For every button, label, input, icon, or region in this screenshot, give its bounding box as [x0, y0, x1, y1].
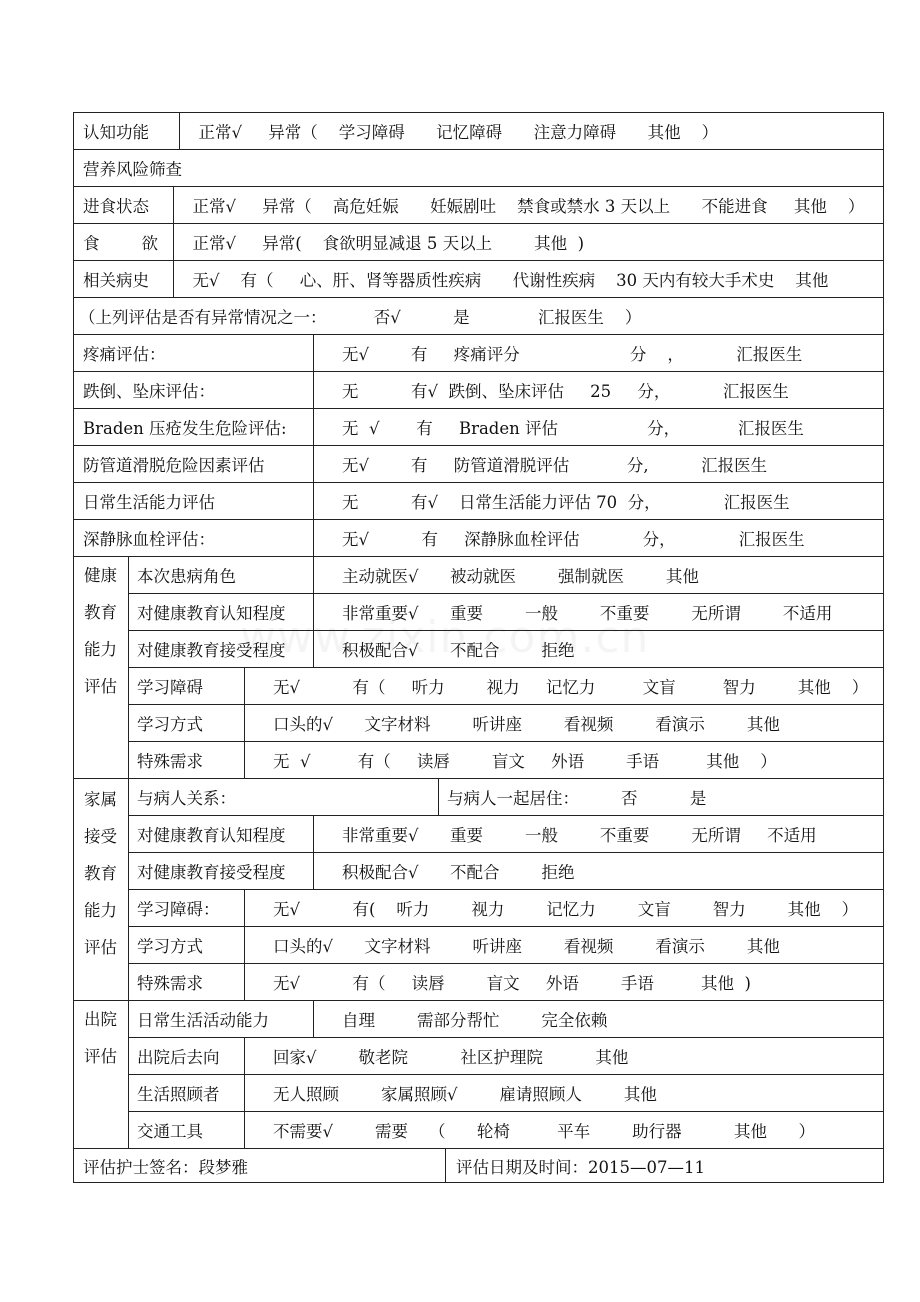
eating-options: 正常√ 异常（ 高危妊娠 妊娠剧吐 禁食或禁水 3 天以上 不能进食 其他 ）: [173, 187, 884, 223]
nurse-signature: 评估护士签名：段梦雅: [83, 1158, 248, 1177]
discharge-adl-value: 自理 需部分帮忙 完全依赖: [313, 1001, 884, 1037]
assessment-value: 无 √ 有 Braden 评估 分， 汇报医生: [313, 409, 884, 445]
discharge-destination-row: [128, 1037, 884, 1074]
family-relation-row: [128, 778, 884, 815]
health-barriers-value: 无√ 有（ 听力 视力 记忆力 文盲 智力 其他 ）: [244, 668, 884, 704]
health-edu-section-title: 健康 教育 能力 评估: [73, 556, 128, 778]
health-special-value: 无 √ 有（ 读唇 盲文 外语 手语 其他 ）: [244, 742, 884, 778]
health-role-label: 本次患病角色: [128, 557, 313, 593]
health-acceptance-value: 积极配合√ 不配合 拒绝: [313, 631, 884, 667]
discharge-transport-label: 交通工具: [128, 1112, 244, 1148]
family-methods-value: 口头的√ 文字材料 听讲座 看视频 看演示 其他: [244, 927, 884, 963]
assessment-label: 日常生活能力评估: [83, 493, 215, 512]
appetite-options: 正常√ 异常( 食欲明显减退 5 天以上 其他 ): [173, 224, 884, 260]
assessment-row: [73, 334, 884, 371]
family-acceptance-label: 对健康教育接受程度: [128, 853, 313, 889]
discharge-section-title: 出院 评估: [73, 1000, 128, 1148]
assessment-row: [73, 408, 884, 445]
assessment-datetime: 评估日期及时间：2015—07—11: [445, 1149, 884, 1183]
discharge-transport-value: 不需要√ 需要 （ 轮椅 平车 助行器 其他 ）: [244, 1112, 884, 1148]
health-acceptance-label: 对健康教育接受程度: [128, 631, 313, 667]
assessment-label: Braden 压疮发生危险评估:: [83, 419, 287, 438]
assessment-label: 跌倒、坠床评估：: [83, 382, 215, 401]
health-acceptance-row: [128, 630, 884, 667]
appetite-label: 食 欲: [83, 234, 158, 253]
family-cognition-label: 对健康教育认知程度: [128, 816, 313, 852]
appetite-row: [73, 223, 884, 260]
health-cognition-value: 非常重要√ 重要 一般 不重要 无所谓 不适用: [313, 594, 884, 630]
family-cohabit: 与病人一起居住： 否 是: [438, 779, 884, 815]
discharge-caregiver-row: [128, 1074, 884, 1111]
family-special-label: 特殊需求: [128, 964, 244, 1000]
assessment-row: [73, 519, 884, 556]
discharge-adl-label: 日常生活活动能力: [128, 1001, 313, 1037]
health-barriers-label: 学习障碍: [128, 668, 244, 704]
assessment-row: [73, 445, 884, 482]
family-cognition-value: 非常重要√ 重要 一般 不重要 无所谓 不适用: [313, 816, 884, 852]
health-special-row: [128, 741, 884, 778]
health-special-label: 特殊需求: [128, 742, 244, 778]
health-role-value: 主动就医√ 被动就医 强制就医 其他: [313, 557, 884, 593]
assessment-value: 无√ 有 防管道滑脱评估 分, 汇报医生: [313, 446, 884, 482]
assessment-label: 深静脉血栓评估：: [83, 530, 215, 549]
assessment-value: 无 有√ 日常生活能力评估 70 分， 汇报医生: [313, 483, 884, 519]
assessment-form: [73, 112, 884, 1183]
health-cognition-label: 对健康教育认知程度: [128, 594, 313, 630]
health-methods-value: 口头的√ 文字材料 听讲座 看视频 看演示 其他: [244, 705, 884, 741]
summary-text: （上列评估是否有异常情况之一： 否√ 是 汇报医生 ）: [79, 308, 642, 327]
health-cognition-row: [128, 593, 884, 630]
assessment-label: 疼痛评估：: [83, 345, 166, 364]
assessment-value: 无√ 有 疼痛评分 分 ， 汇报医生: [313, 335, 884, 371]
health-barriers-row: [128, 667, 884, 704]
discharge-caregiver-value: 无人照顾 家属照顾√ 雇请照顾人 其他: [244, 1075, 884, 1111]
history-options: 无√ 有（ 心、肝、肾等器质性疾病 代谢性疾病 30 天内有较大手术史 其他: [173, 261, 884, 297]
health-methods-row: [128, 704, 884, 741]
cognition-options: 正常√ 异常（ 学习障碍 记忆障碍 注意力障碍 其他 ）: [179, 112, 884, 149]
discharge-caregiver-label: 生活照顾者: [128, 1075, 244, 1111]
assessment-label: 防管道滑脱危险因素评估: [83, 456, 265, 475]
family-acceptance-row: [128, 852, 884, 889]
cognition-row: [73, 112, 884, 149]
nutrition-title-row: [73, 149, 884, 186]
family-relation-label: 与病人关系：: [128, 779, 438, 815]
history-row: [73, 260, 884, 297]
health-methods-label: 学习方式: [128, 705, 244, 741]
family-edu-section-title: 家属 接受 教育 能力 评估: [73, 778, 128, 1000]
discharge-transport-row: [128, 1111, 884, 1148]
discharge-destination-label: 出院后去向: [128, 1038, 244, 1074]
assessment-row: [73, 482, 884, 519]
eating-row: [73, 186, 884, 223]
assessment-value: 无√ 有 深静脉血栓评估 分， 汇报医生: [313, 520, 884, 556]
health-role-row: [128, 556, 884, 593]
footer-row: [73, 1148, 884, 1183]
family-acceptance-value: 积极配合√ 不配合 拒绝: [313, 853, 884, 889]
family-barriers-label: 学习障碍：: [128, 890, 244, 926]
family-barriers-row: [128, 889, 884, 926]
assessment-row: [73, 371, 884, 408]
family-special-value: 无√ 有（ 读唇 盲文 外语 手语 其他 ): [244, 964, 884, 1000]
family-cognition-row: [128, 815, 884, 852]
assessment-value: 无 有√ 跌倒、坠床评估 25 分， 汇报医生: [313, 372, 884, 408]
family-methods-label: 学习方式: [128, 927, 244, 963]
cognition-label: 认知功能: [83, 122, 149, 142]
summary-row: [73, 297, 884, 334]
family-special-row: [128, 963, 884, 1000]
discharge-destination-value: 回家√ 敬老院 社区护理院 其他: [244, 1038, 884, 1074]
family-barriers-value: 无√ 有( 听力 视力 记忆力 文盲 智力 其他 ）: [244, 890, 884, 926]
discharge-adl-row: [128, 1000, 884, 1037]
nutrition-title: 营养风险筛查: [83, 160, 182, 179]
eating-label: 进食状态: [83, 197, 149, 216]
family-methods-row: [128, 926, 884, 963]
history-label: 相关病史: [83, 271, 149, 290]
